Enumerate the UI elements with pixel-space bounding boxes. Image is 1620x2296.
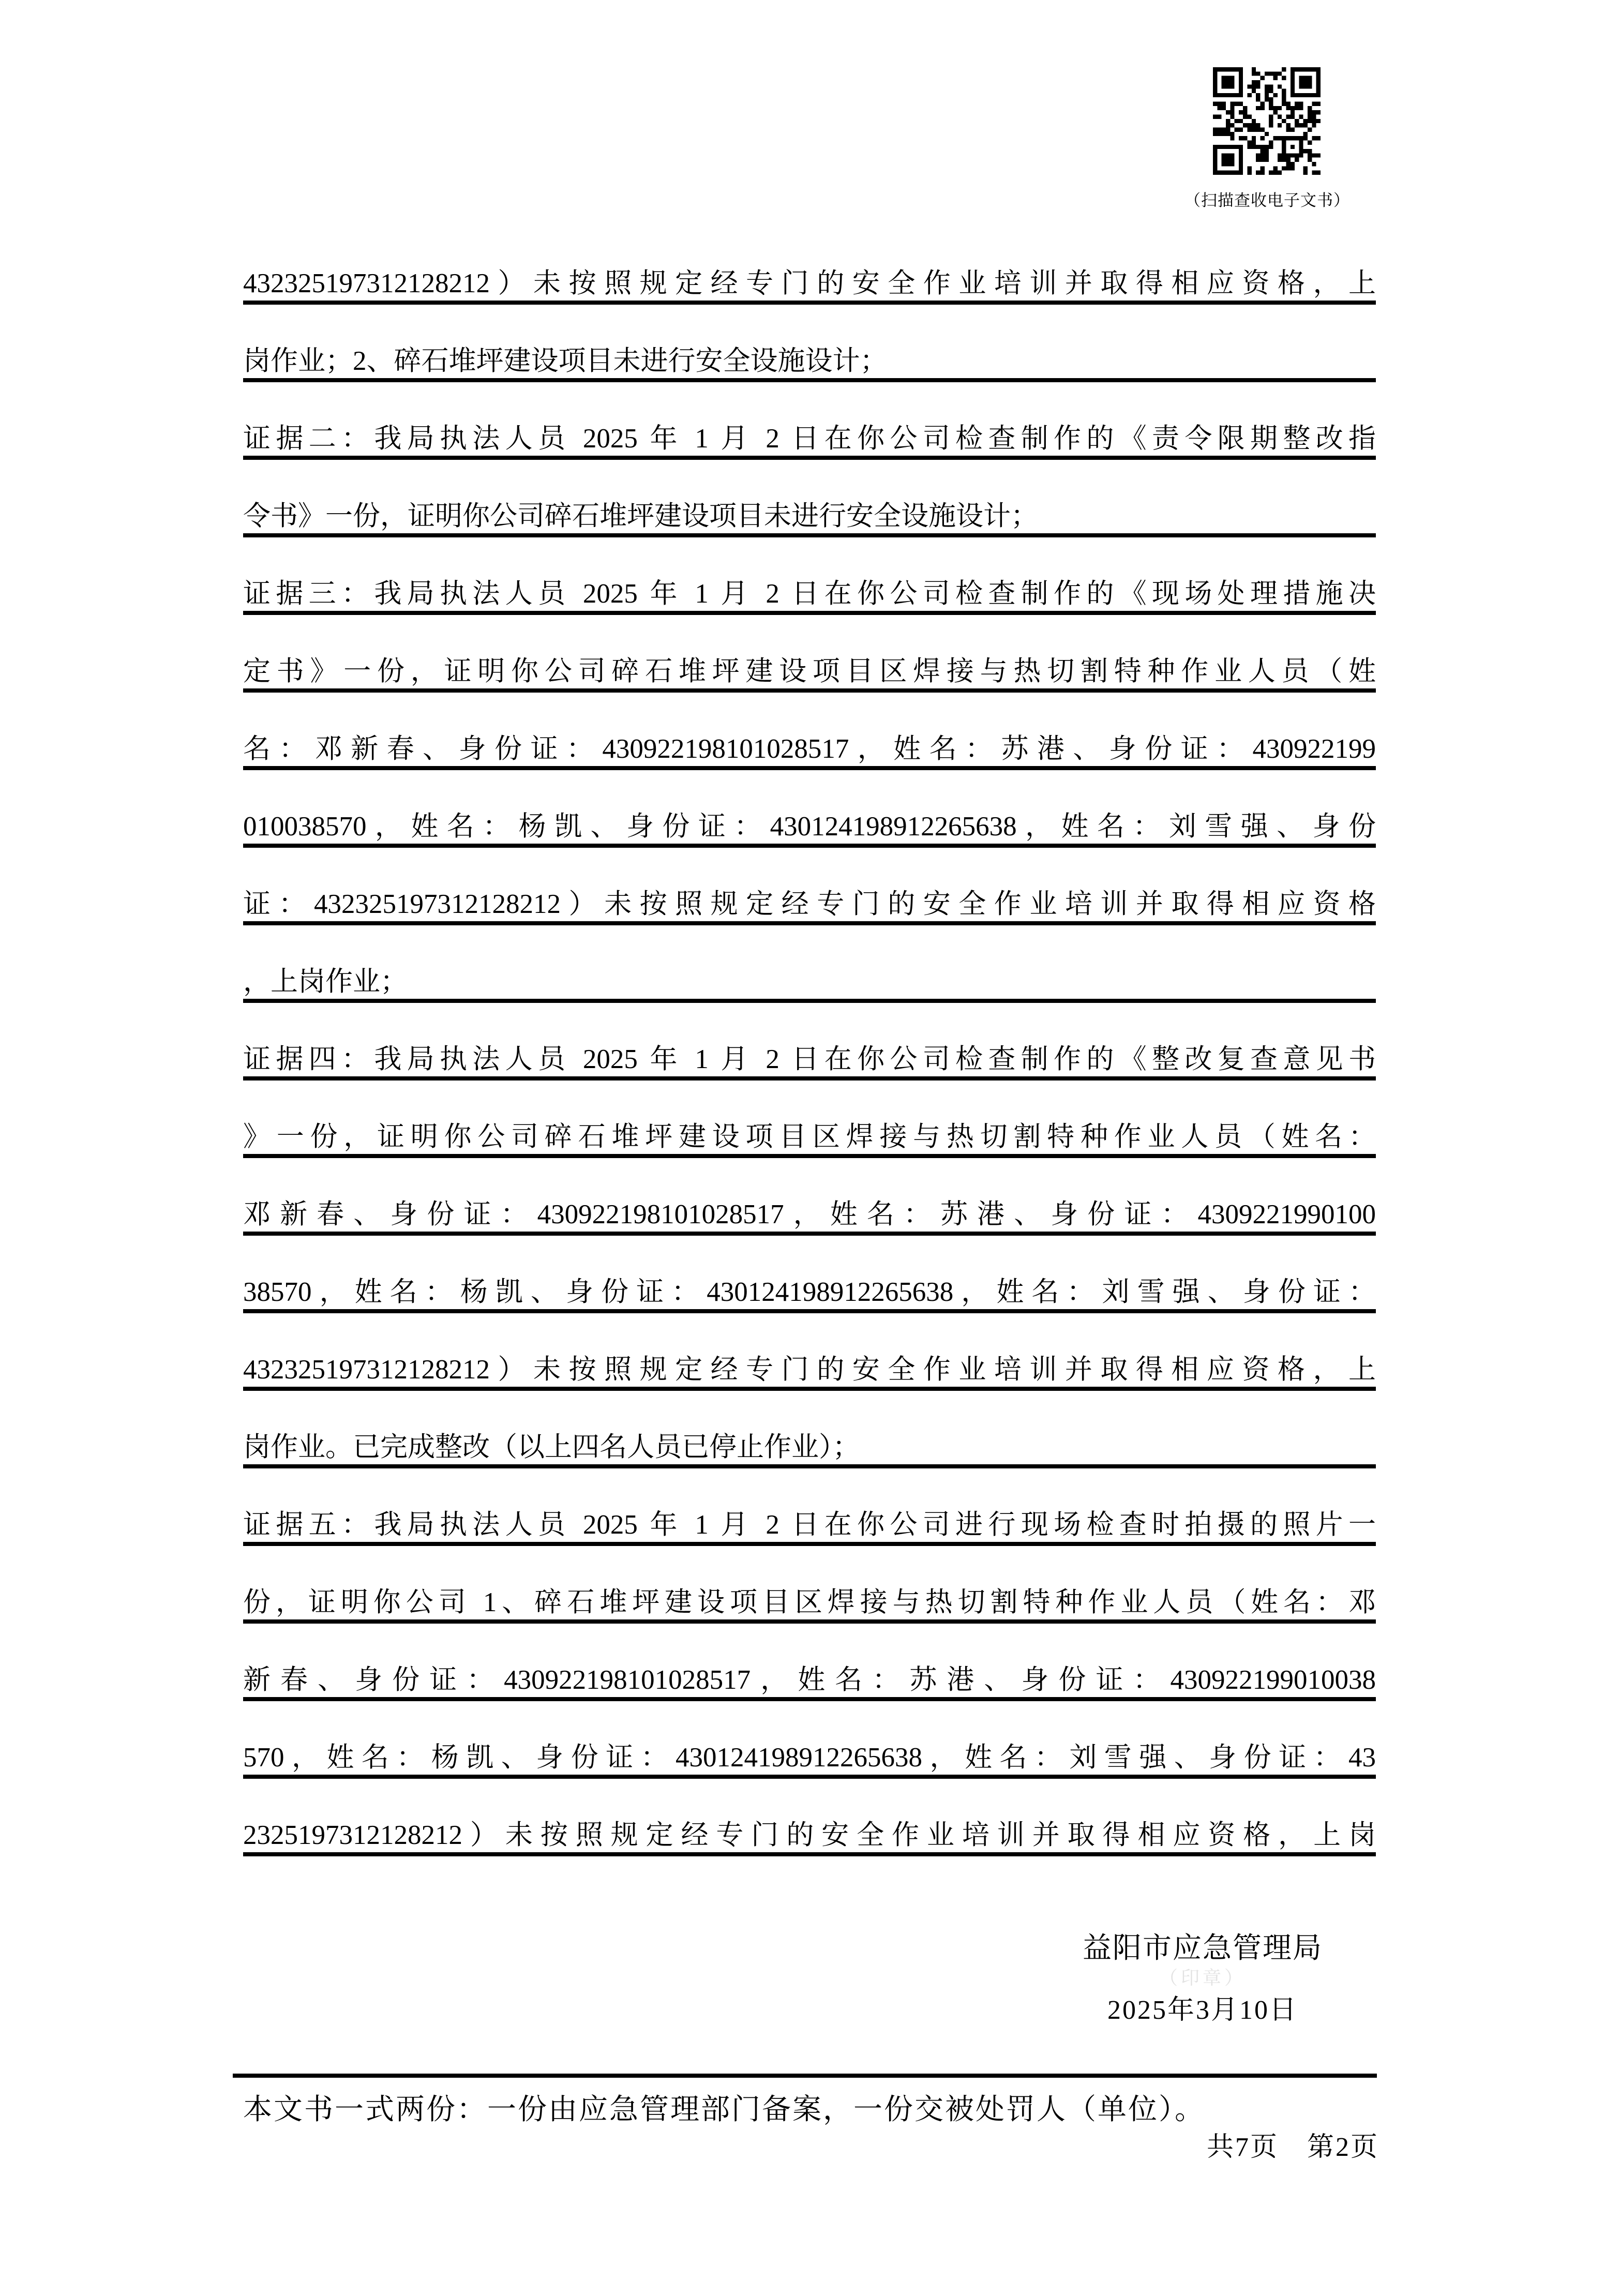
body-line: 份，证明你公司 1、碎石堆坪建设项目区焊接与热切割特种作业人员（姓名：邓 (243, 1547, 1376, 1624)
body-line: 证据五：我局执法人员 2025 年 1 月 2 日在你公司进行现场检查时拍摄的照片一 (243, 1469, 1376, 1547)
document-body (243, 228, 1376, 1857)
body-line: ，上岗作业； (243, 926, 1376, 1003)
body-line: 证据四：我局执法人员 2025 年 1 月 2 日在你公司检查制作的《整改复查意见书 (243, 1003, 1376, 1081)
seal-placeholder: （印章） (1159, 1968, 1246, 1988)
body-line: 定书》一份，证明你公司碎石堆坪建设项目区焊接与热切割特种作业人员（姓 (243, 616, 1376, 693)
body-line: 432325197312128212）未按照规定经专门的安全作业培训并取得相应资格，上 (243, 228, 1376, 305)
body-line: 证：432325197312128212）未按照规定经专门的安全作业培训并取得相应资格 (243, 848, 1376, 926)
issuing-authority: 益阳市应急管理局 (1083, 1932, 1323, 1964)
body-line: 邓新春、身份证：430922198101028517，姓名：苏港、身份证：4309221990100 (243, 1159, 1376, 1236)
body-line: 新春、身份证：430922198101028517，姓名：苏港、身份证：430922199010038 (243, 1624, 1376, 1702)
body-line: 38570，姓名：杨凯、身份证：430124198912265638，姓名：刘雪强、身份证： (243, 1236, 1376, 1314)
body-line: 2325197312128212）未按照规定经专门的安全作业培训并取得相应资格，上岗 (243, 1779, 1376, 1857)
issue-date: 2025年3月10日 (1107, 1995, 1298, 2025)
footer-divider (233, 2074, 1377, 2078)
qr-code (1213, 67, 1321, 175)
body-line: 证据二：我局执法人员 2025 年 1 月 2 日在你公司检查制作的《责令限期整改指 (243, 383, 1376, 460)
body-line: 》一份，证明你公司碎石堆坪建设项目区焊接与热切割特种作业人员（姓名： (243, 1081, 1376, 1159)
body-line: 令书》一份，证明你公司碎石堆坪建设项目未进行安全设施设计； (243, 460, 1376, 538)
body-line: 岗作业。已完成整改（以上四名人员已停止作业）； (243, 1391, 1376, 1469)
body-line: 证据三：我局执法人员 2025 年 1 月 2 日在你公司检查制作的《现场处理措施决 (243, 538, 1376, 616)
footer-note: 本文书一式两份：一份由应急管理部门备案，一份交被处罚人（单位）。 (243, 2094, 1205, 2126)
body-line: 名：邓新春、身份证：430922198101028517，姓名：苏港、身份证：430922199 (243, 693, 1376, 771)
body-line: 岗作业；2、碎石堆坪建设项目未进行安全设施设计； (243, 305, 1376, 383)
qr-caption: （扫描查收电子文书） (1184, 191, 1350, 209)
body-line: 432325197312128212）未按照规定经专门的安全作业培训并取得相应资格，上 (243, 1314, 1376, 1391)
body-line: 010038570，姓名：杨凯、身份证：430124198912265638，姓名：刘雪强、身份 (243, 771, 1376, 848)
page-indicator: 共7页 第2页 (1206, 2133, 1379, 2162)
body-line: 570，姓名：杨凯、身份证：430124198912265638，姓名：刘雪强、身份证：43 (243, 1702, 1376, 1779)
